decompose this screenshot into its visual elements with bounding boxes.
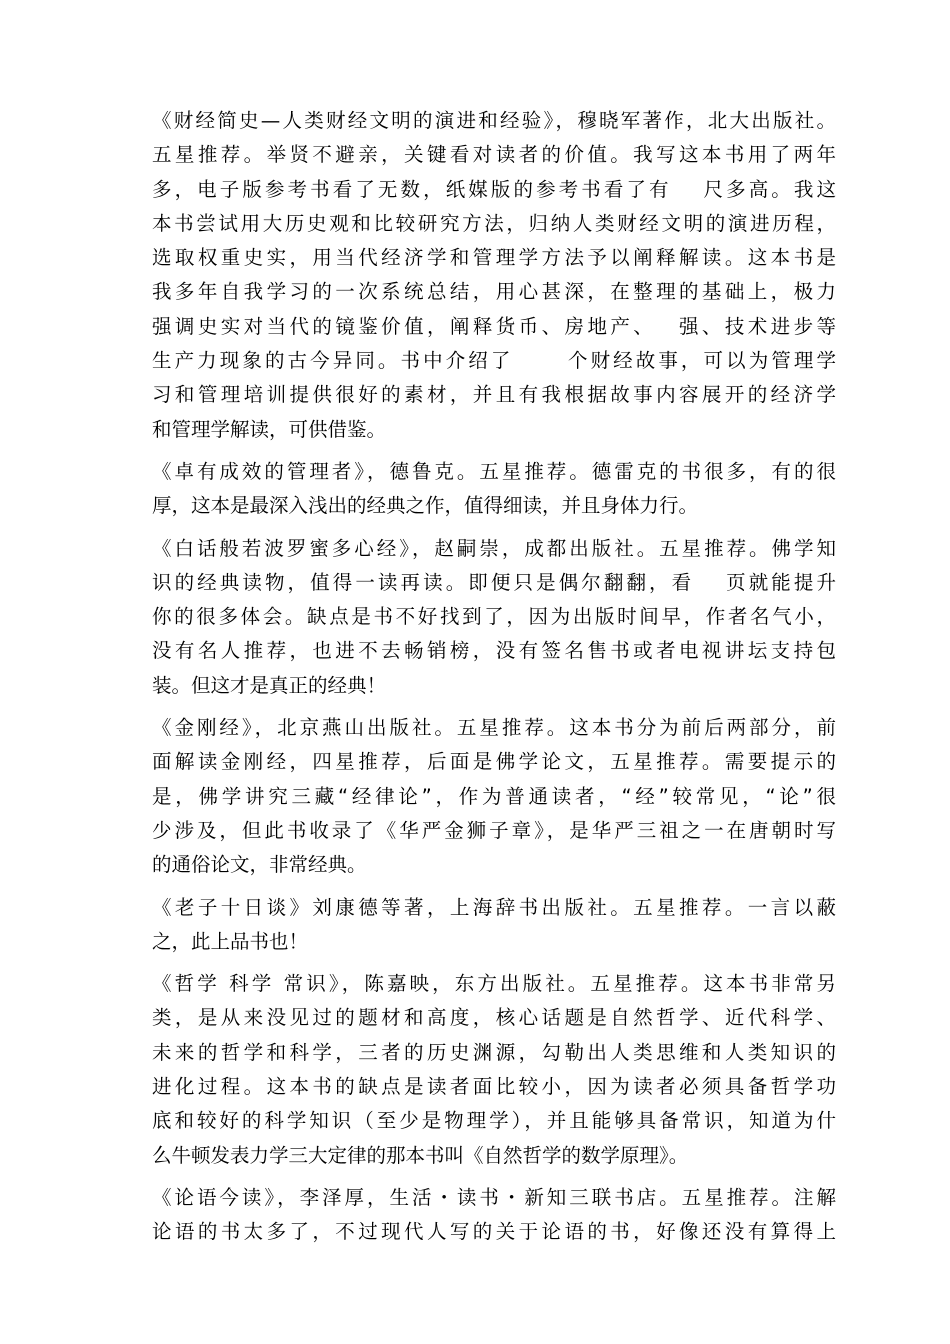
text-line: 《白话般若波罗蜜多心经》，赵嗣崇，成都出版社。五星推荐。佛学知 xyxy=(152,536,836,560)
text-line: 我多年自我学习的一次系统总结，用心甚深，在整理的基础上，极力 xyxy=(152,280,836,304)
text-line: 本书尝试用大历史观和比较研究方法，归纳人类财经文明的演进历程， xyxy=(152,211,836,235)
text-line: 少涉及，但此书收录了《华严金狮子章》，是华严三祖之一在唐朝时写 xyxy=(152,818,836,842)
paragraph-jingangjing xyxy=(152,711,836,882)
paragraph-zhexue-kexue xyxy=(152,967,836,1173)
text-line: 《论语今读》，李泽厚，生活・读书・新知三联书店。五星推荐。注解 xyxy=(152,1185,836,1209)
text-line: 《哲学 科学 常识》，陈嘉映，东方出版社。五星推荐。这本书非常另 xyxy=(152,972,836,996)
text-line: 五星推荐。举贤不避亲，关键看对读者的价值。我写这本书用了两年 xyxy=(152,143,836,167)
text-line: 之，此上品书也！ xyxy=(152,929,309,953)
text-line: 习和管理培训提供很好的素材，并且有我根据故事内容展开的经济学 xyxy=(152,383,836,407)
text-line: 和管理学解读，可供借鉴。 xyxy=(152,417,387,441)
paragraph-zhuoyou-chengxiao xyxy=(152,455,836,524)
text-line: 的通俗论文，非常经典。 xyxy=(152,853,367,877)
text-line: 未来的哲学和科学，三者的历史渊源，勾勒出人类思维和人类知识的 xyxy=(152,1040,836,1064)
paragraph-xinjing xyxy=(152,532,836,703)
text-line: 多，电子版参考书看了无数，纸媒版的参考书看了有 尺多高。我这 xyxy=(152,177,836,201)
paragraph-lunyu xyxy=(152,1181,836,1250)
text-line: 《财经简史—人类财经文明的演进和经验》，穆晓军著作，北大出版社。 xyxy=(152,109,836,132)
text-line: 识的经典读物，值得一读再读。即便只是偶尔翻翻，看 页就能提升 xyxy=(152,570,836,594)
text-line: 类，是从来没见过的题材和高度，核心话题是自然哲学、近代科学、 xyxy=(152,1006,836,1030)
text-line: 面解读金刚经，四星推荐，后面是佛学论文，五星推荐。需要提示的 xyxy=(152,750,836,774)
text-line: 底和较好的科学知识（至少是物理学），并且能够具备常识，知道为什 xyxy=(152,1109,836,1133)
text-line: 《卓有成效的管理者》，德鲁克。五星推荐。德雷克的书很多，有的很 xyxy=(152,459,836,483)
text-line: 选取权重史实，用当代经济学和管理学方法予以阐释解读。这本书是 xyxy=(152,246,836,270)
paragraph-caijing-jianshi xyxy=(152,104,836,447)
text-line: 装。但这才是真正的经典！ xyxy=(152,673,387,697)
document-body xyxy=(152,104,836,1258)
text-line: 进化过程。这本书的缺点是读者面比较小，因为读者必须具备哲学功 xyxy=(152,1075,836,1099)
text-line: 强调史实对当代的镜鉴价值，阐释货币、房地产、 强、技术进步等 xyxy=(152,314,836,338)
text-line: 么牛顿发表力学三大定律的那本书叫《自然哲学的数学原理》。 xyxy=(152,1143,689,1167)
text-line: 论语的书太多了，不过现代人写的关于论语的书，好像还没有算得上 xyxy=(152,1220,836,1244)
text-line: 生产力现象的古今异同。书中介绍了 个财经故事，可以为管理学 xyxy=(152,349,836,373)
text-line: 《金刚经》，北京燕山出版社。五星推荐。这本书分为前后两部分，前 xyxy=(152,716,836,740)
text-line: 《老子十日谈》刘康德等著，上海辞书出版社。五星推荐。一言以蔽 xyxy=(152,895,836,919)
text-line: 你的很多体会。缺点是书不好找到了，因为出版时间早，作者名气小， xyxy=(152,605,836,629)
paragraph-laozi xyxy=(152,891,836,960)
text-line: 厚，这本是最深入浅出的经典之作，值得细读，并且身体力行。 xyxy=(152,494,699,518)
text-line: 是，佛学讲究三藏“经律论”，作为普通读者，“经”较常见，“论”很 xyxy=(152,784,836,808)
text-line: 没有名人推荐，也进不去畅销榜，没有签名售书或者电视讲坛支持包 xyxy=(152,639,836,663)
